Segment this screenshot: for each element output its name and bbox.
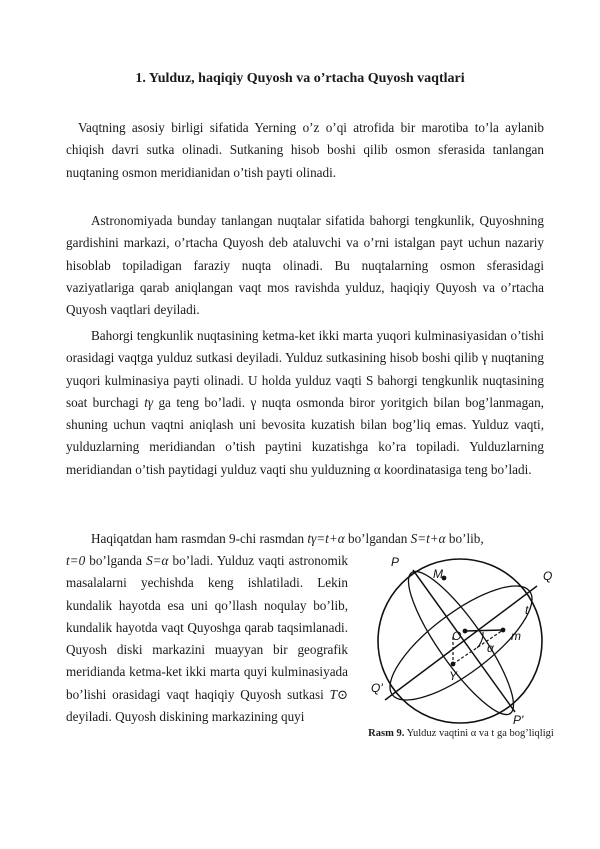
label-t: t — [525, 603, 529, 617]
label-Q: Q — [543, 569, 553, 583]
paragraph-4-body: t=0 bo’lganda S=α bo’ladi. Yulduz vaqti astronomik masalalarni yechishda keng ishlatiladi. Lekin kundalik hayotda esa uni qo’llash noqulay bo’lib, kundalik hayotda vaqt Quyoshga qarab taqsimlanadi. Quyosh diski markazini muayyan bir geografik meridianda ketma-ket ikki marta quyi kulminasiyada bo’lishi orasidagi vaqt haqiqiy Quyosh sutkasi T⊙ deyiladi. Quyosh diskining markazining quyi — [66, 553, 349, 725]
label-gamma: Υ — [449, 669, 458, 683]
celestial-sphere-figure — [365, 552, 555, 730]
celestial-sphere-diagram — [365, 552, 555, 730]
label-P-prime: P' — [513, 713, 524, 727]
label-M: M — [433, 567, 443, 581]
center-point — [463, 629, 468, 634]
paragraph-1: Vaqtning asosiy birligi sifatida Yerning o’z o’qi atrofida bir marotiba to’la aylanib chiqish davri sutka olinadi. Sutkaning hisob boshi qilib osmon sferasida tanlangan nuqtaning osmon meridianidan o’tish payti olinadi. — [66, 120, 544, 180]
label-P: P — [391, 555, 400, 569]
paragraph-3: Bahorgi tengkunlik nuqtasining ketma-ket ikki marta yuqori kulminasiyasidan o’tishi orasidagi vaqtga yulduz sutkasi deyiladi. Yulduz sutkasining hisob boshi qilib γ nuqtaning yuqori kulminasiya payti olinadi. U holda yulduz vaqti S bahorgi tengkunlik nuqtasining soat burchagi tγ ga teng bo’ladi. γ nuqta osmonda biror yoritgich bilan bog’lanmagan, shuning uchun vaqtni aniqlash uni bevosita kuzatish bilan bog’liq emas. Yulduz vaqti, yulduzlarning meridiandan o’tish paytini kuzatishga ko’ra topiladi. Yulduzlarning meridiandan o’tish paytidagi yulduz vaqti shu yulduzning α koordinatasiga teng bo’ladi. — [66, 328, 544, 477]
label-Q-prime: Q' — [371, 681, 383, 695]
paragraph-4-first-line: Haqiqatdan ham rasmdan 9-chi rasmdan tγ=t+α bo’lgandan S=t+α bo’lib, — [91, 531, 484, 546]
figure-caption: Rasm 9. Yulduz vaqtini α va t ga bog’liqligi — [368, 728, 554, 739]
page-title: 1. Yulduz, haqiqiy Quyosh va o’rtacha Quyosh vaqtlari — [135, 71, 465, 86]
vernal-point — [451, 662, 456, 667]
radius-line — [465, 630, 503, 631]
point-small-m — [501, 628, 506, 633]
label-O: O — [452, 629, 462, 643]
label-m: m — [511, 629, 521, 643]
equator-line — [385, 586, 537, 700]
label-alpha: α — [487, 641, 494, 655]
paragraph-2: Astronomiyada bunday tanlangan nuqtalar sifatida bahorgi tengkunlik, Quyoshning gardishini markazi, o’rtacha Quyosh deb ataluvchi va o’rni istalgan payt uchun nazariy hisoblab topiladigan faraziy nuqta olinadi. Bu nuqtalarning osmon sferasidagi vaziyatlariga qarab aniqlangan vaqt mos ravishda yulduz, haqiqiy Quyosh va o’rtacha Quyosh vaqtlari deyiladi. — [66, 213, 544, 318]
